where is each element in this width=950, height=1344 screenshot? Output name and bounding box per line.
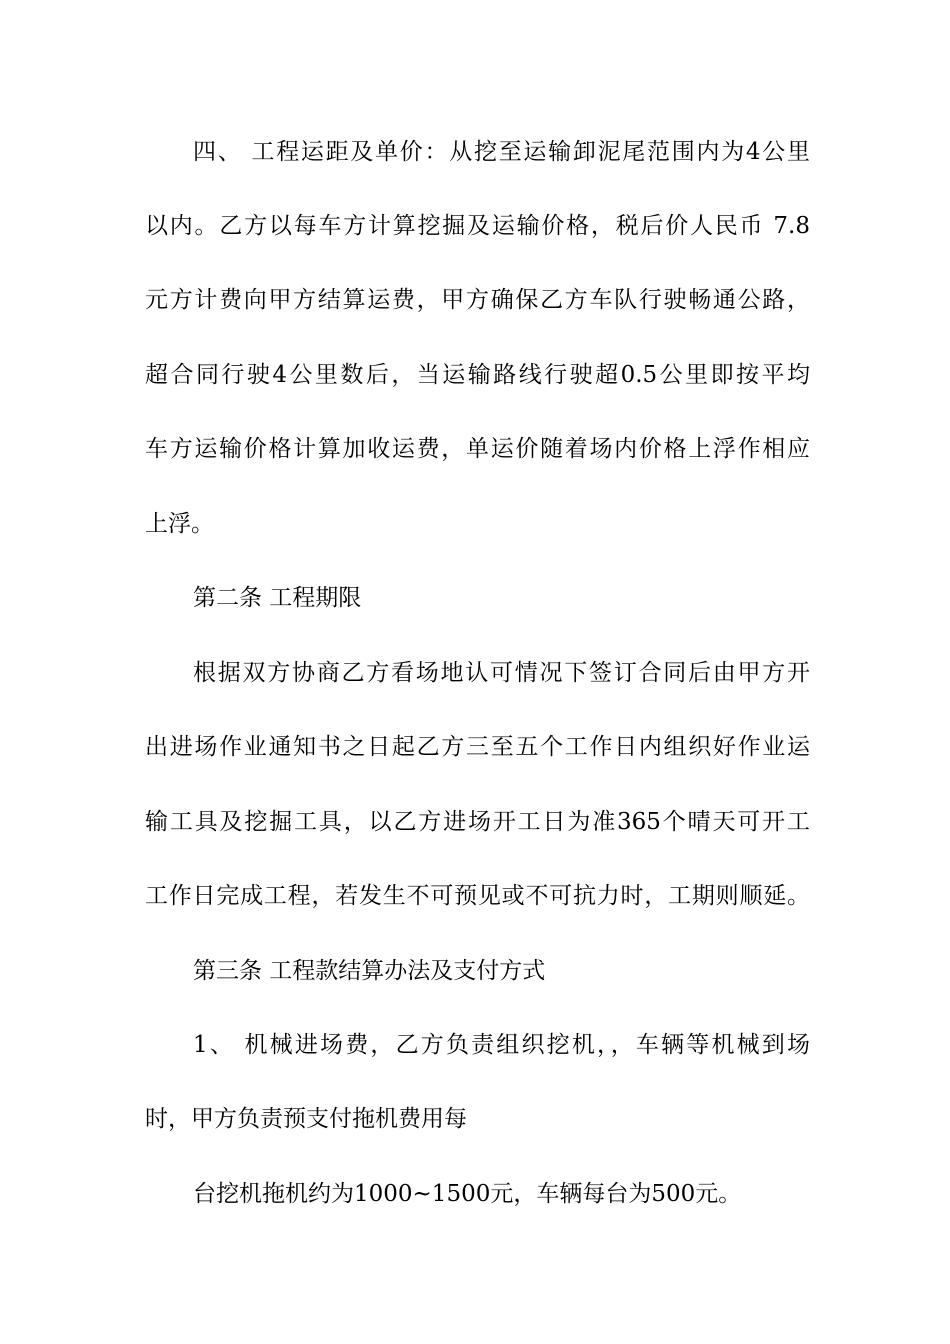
paragraph-line: 1、 机械进场费，乙方负责组织挖机，，车辆等机械到场 — [193, 1032, 810, 1058]
paragraph-line: 输工具及挖掘工具，以乙方进场开工日为准365个晴天可开工 — [145, 809, 810, 835]
paragraph-line: 根据双方协商乙方看场地认可情况下签订合同后由甲方开 — [193, 660, 810, 686]
paragraph-line: 以内。乙方以每车方计算挖掘及运输价格，税后价人民币 7.8 — [145, 213, 810, 239]
paragraph-line: 超合同行驶4公里数后，当运输路线行驶超0.5公里即按平均 — [145, 362, 810, 388]
paragraph-line: 车方运输价格计算加收运费，单运价随着场内价格上浮作相应 — [145, 436, 810, 462]
paragraph-line: 台挖机拖机约为1000~1500元，车辆每台为500元。 — [193, 1181, 742, 1207]
paragraph-line: 出进场作业通知书之日起乙方三至五个工作日内组织好作业运 — [145, 734, 810, 760]
paragraph-line: 元方计费向甲方结算运费，甲方确保乙方车队行驶畅通公路， — [145, 287, 810, 313]
article-heading: 第二条 工程期限 — [193, 585, 362, 611]
paragraph-line: 上浮。 — [145, 511, 214, 537]
paragraph-line: 时，甲方负责预支付拖机费用每 — [145, 1106, 467, 1132]
paragraph-line: 工作日完成工程，若发生不可预见或不可抗力时，工期则顺延。 — [145, 883, 810, 909]
paragraph-line: 四、 工程运距及单价：从挖至运输卸泥尾范围内为4公里 — [193, 139, 810, 165]
article-heading: 第三条 工程款结算办法及支付方式 — [193, 958, 546, 984]
